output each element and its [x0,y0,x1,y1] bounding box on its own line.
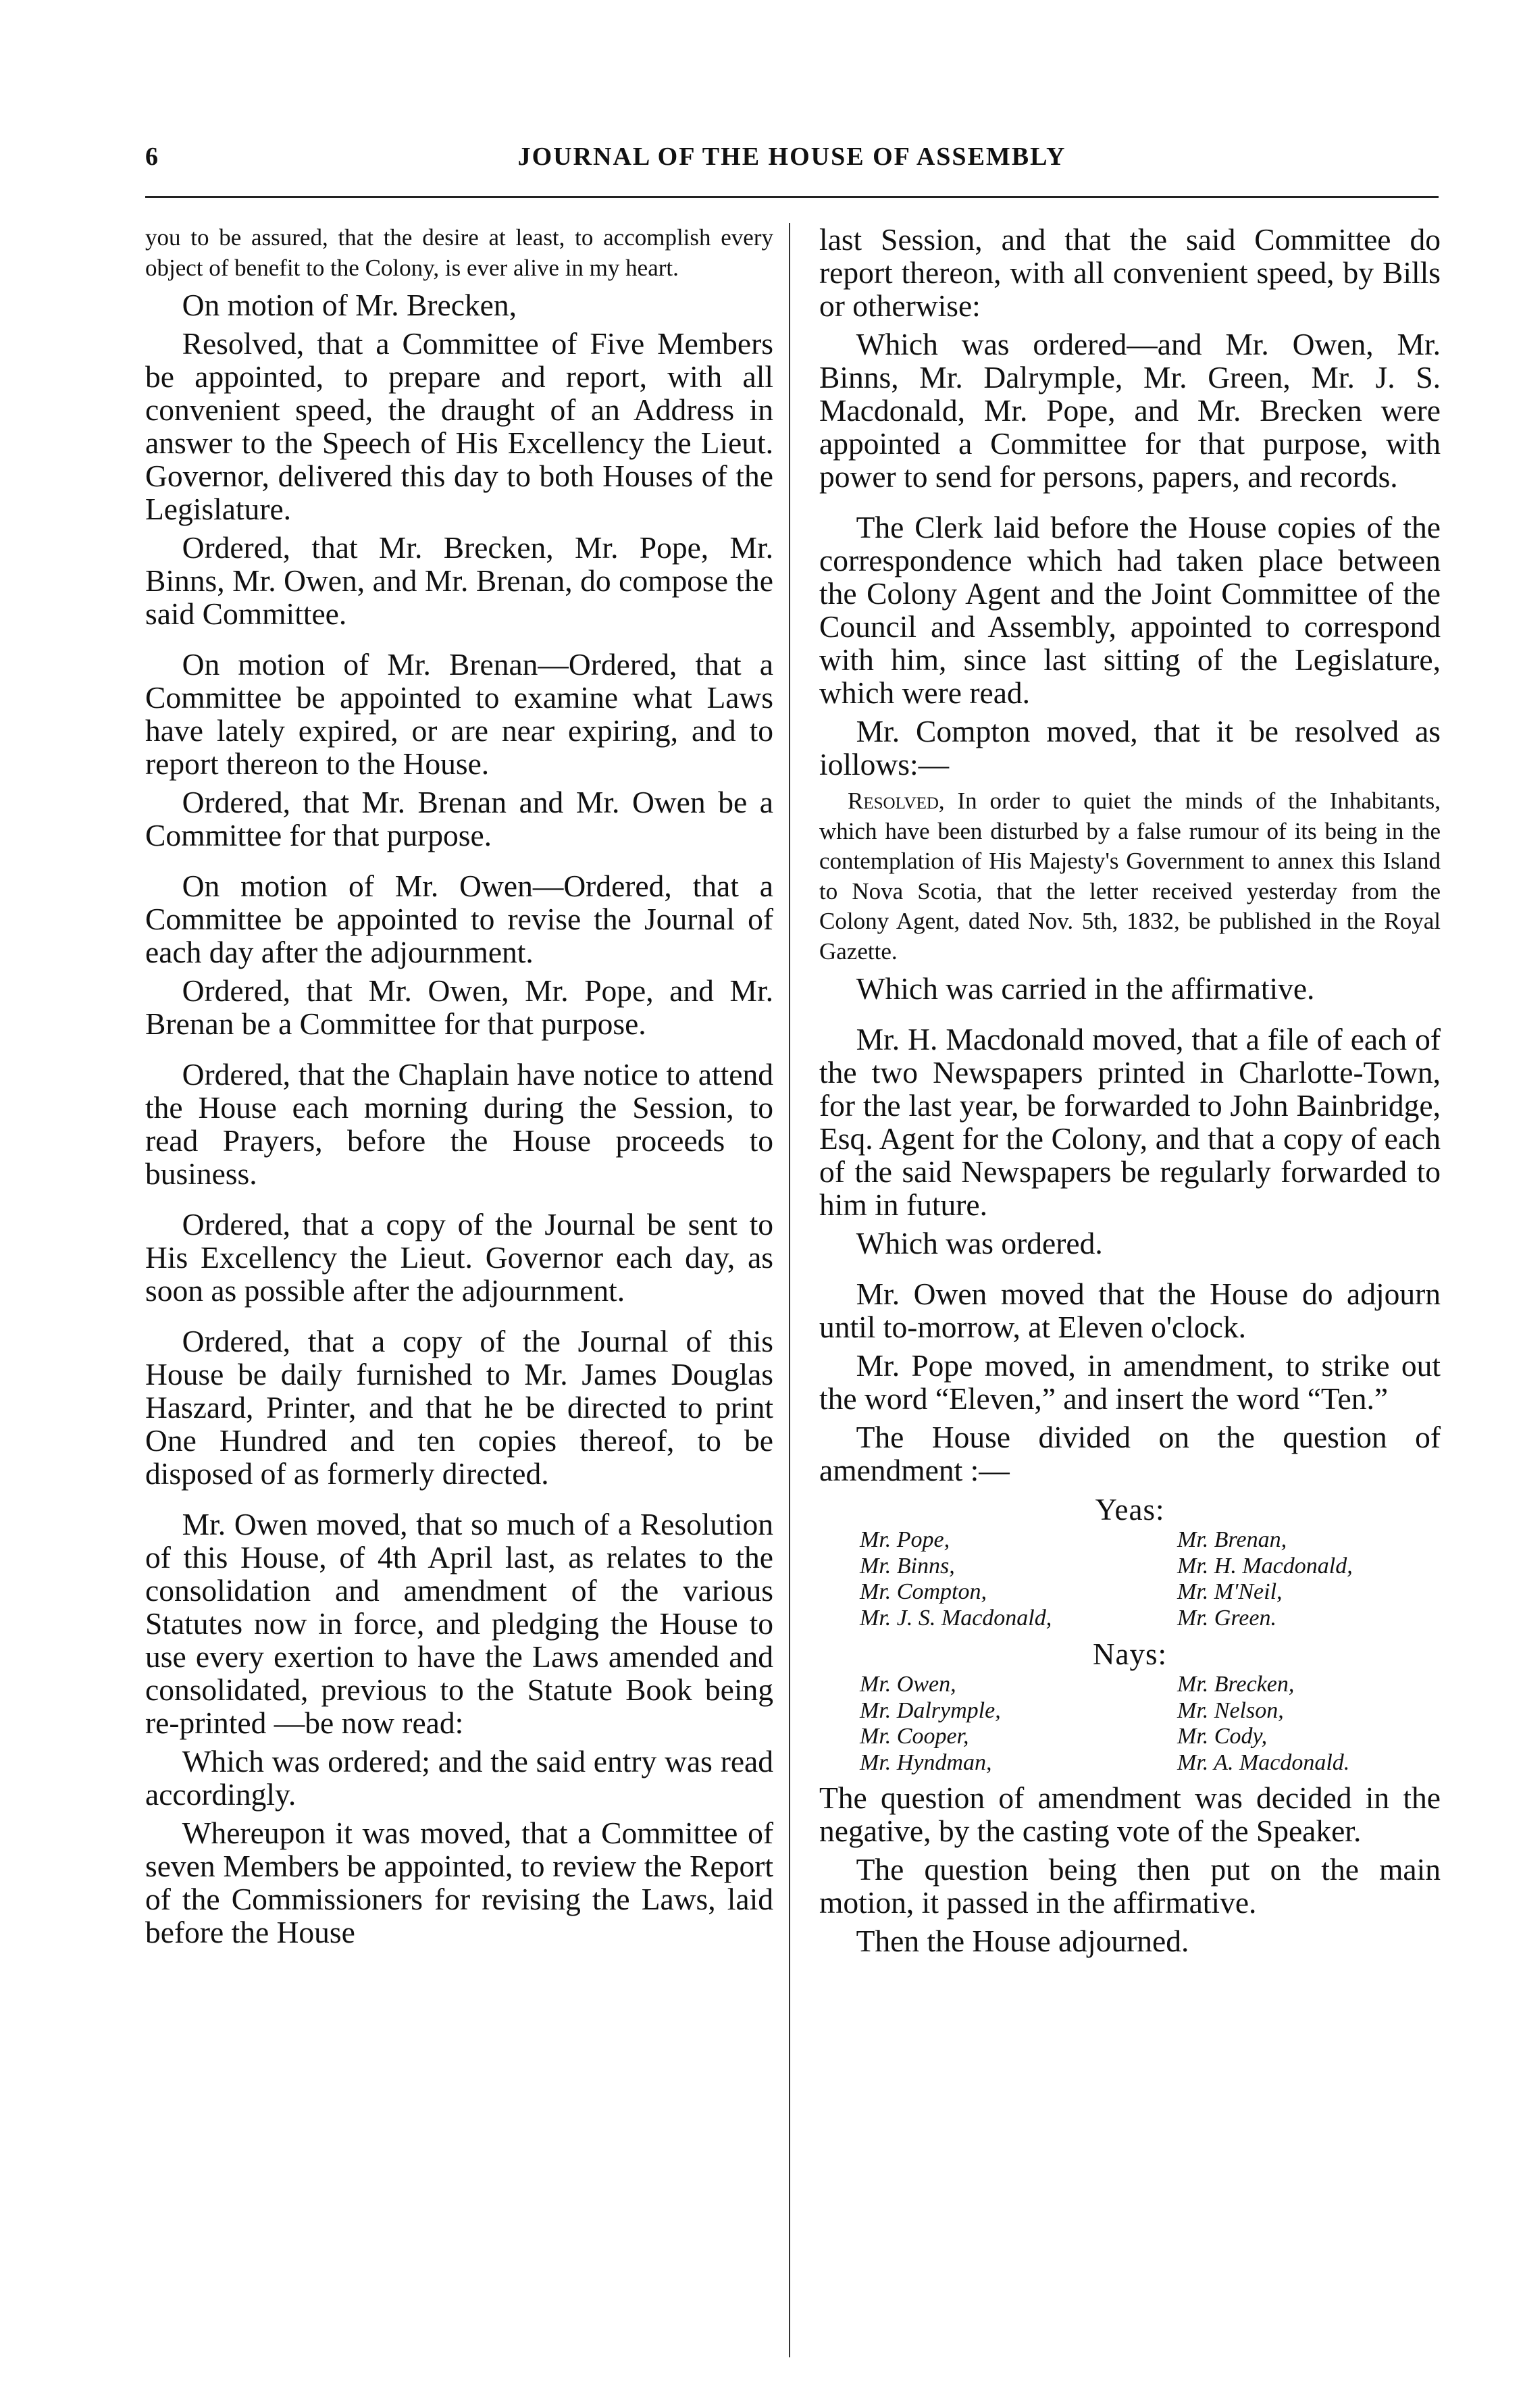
paragraph: last Session, and that the said Committee do report thereon, with all convenient speed, by Bills or otherwise: [819,222,1441,323]
paragraph: The House divided on the question of amendment :— [819,1420,1441,1487]
nays-list [819,1672,1441,1776]
right-column [819,223,1441,1963]
yea-member: Mr. Brenan, [1177,1527,1287,1552]
yea-member: Mr. Compton, [860,1579,987,1604]
paragraph: Which was carried in the affirmative. [856,971,1315,1006]
paragraph: Whereupon it was moved, that a Committee of seven Members be appointed, to review the Report of the Commissioners for revising the Laws, laid before the House [145,1816,773,1949]
paragraph: Resolved, that a Committee of Five Members be appointed, to prepare and report, with all convenient speed, the draught of an Address in answer to the Speech of His Excellency the Lieut. Governor, delivered this day to both Houses of the Legislature. [145,326,773,526]
nay-member: Mr. Hyndman, [860,1749,992,1775]
speech-closing: you to be assured, that the desire at least, to accomplish every object of benefit to the Colony, is ever alive in my heart. [145,224,773,281]
yea-member: Mr. Pope, [860,1527,950,1552]
paragraph: Ordered, that a copy of the Journal of this House be daily furnished to Mr. James Douglas Haszard, Printer, and that he be directed to print One Hundred and ten copies thereof, to be disposed of as formerly directed. [145,1324,773,1491]
resolution-text: In order to quiet the minds of the Inhabitants, which have been disturbed by a false rumour of its being in the contemplation of His Majesty's Government to annex this Island to Nova Scotia, that the letter received yesterday from the Colony Agent, dated Nov. 5th, 1832, be published in the Royal Gazette. [819,788,1441,965]
paragraph: Mr. Owen moved that the House do adjourn until to-morrow, at Eleven o'clock. [819,1277,1441,1344]
column-divider [789,223,790,2357]
paragraph: Which was ordered. [856,1226,1103,1260]
nay-member: Mr. Nelson, [1177,1697,1284,1723]
page-number: 6 [145,143,158,171]
paragraph: Ordered, that a copy of the Journal be sent to His Excellency the Lieut. Governor each day, as soon as possible after the adjournment. [145,1207,773,1308]
paragraph: Which was ordered; and the said entry was read accordingly. [145,1744,773,1812]
yea-member: Mr. Green. [1177,1605,1276,1631]
paragraph: Ordered, that Mr. Brecken, Mr. Pope, Mr. Binns, Mr. Owen, and Mr. Brenan, do compose the said Committee. [145,530,773,631]
yea-member: Mr. J. S. Macdonald, [860,1605,1052,1631]
paragraph: Mr. Pope moved, in amendment, to strike out the word “Eleven,” and insert the word “Ten.” [819,1348,1441,1416]
paragraph: Which was ordered—and Mr. Owen, Mr. Binns, Mr. Dalrymple, Mr. Green, Mr. J. S. Macdonald, Mr. Pope, and Mr. Brecken were appointed a Committee for that purpose, with power to send for persons, papers, and records. [819,327,1441,494]
yeas-heading: Yeas: [1095,1493,1165,1527]
page-header [145,142,1439,182]
paragraph: Ordered, that Mr. Owen, Mr. Pope, and Mr. Brenan be a Committee for that purpose. [145,973,773,1041]
resolution [819,786,1441,967]
paragraph: On motion of Mr. Owen—Ordered, that a Committee be appointed to revise the Journal of each day after the adjournment. [145,869,773,969]
paragraph: Mr. Compton moved, that it be resolved as iollows:— [819,714,1441,782]
paragraph: On motion of Mr. Brecken, [182,288,517,322]
header-rule [145,196,1439,198]
paragraph: The Clerk laid before the House copies of the correspondence which had taken place between the Colony Agent and the Joint Committee of the Council and Assembly, appointed to correspond with him, since last sitting of the Legislature, which were read. [819,510,1441,710]
running-title: JOURNAL OF THE HOUSE OF ASSEMBLY [517,143,1066,171]
paragraph: Mr. Owen moved, that so much of a Resolution of this House, of 4th April last, as relates to the consolidation and amendment of the various Statutes now in force, and pledging the House to use every exertion to have the Laws amended and consolidated, previous to the Statute Book being re-printed —be now read: [145,1507,773,1740]
paragraph: Ordered, that Mr. Brenan and Mr. Owen be a Committee for that purpose. [145,785,773,852]
yea-member: Mr. Binns, [860,1553,955,1579]
paragraph: The question of amendment was decided in the negative, by the casting vote of the Speaker. [819,1781,1441,1848]
left-column [145,223,773,1954]
nay-member: Mr. A. Macdonald. [1177,1749,1350,1775]
paragraph: Then the House adjourned. [856,1924,1189,1958]
nay-member: Mr. Cody, [1177,1724,1268,1749]
yeas-list [819,1527,1441,1631]
yea-member: Mr. H. Macdonald, [1177,1553,1353,1579]
nays-heading: Nays: [1093,1637,1167,1671]
paragraph: Ordered, that the Chaplain have notice to attend the House each morning during the Session, to read Prayers, before the House proceeds to business. [145,1057,773,1191]
paragraph: Mr. H. Macdonald moved, that a file of each of the two Newspapers printed in Charlotte-Town, for the last year, be forwarded to John Bainbridge, Esq. Agent for the Colony, and that a copy of each of the said Newspapers be regularly forwarded to him in future. [819,1022,1441,1222]
paragraph: On motion of Mr. Brenan—Ordered, that a Committee be appointed to examine what Laws have lately expired, or are near expiring, and to report thereon to the House. [145,647,773,781]
nay-member: Mr. Brecken, [1177,1672,1295,1697]
paragraph: The question being then put on the main motion, it passed in the affirmative. [819,1852,1441,1920]
yea-member: Mr. M'Neil, [1177,1579,1283,1604]
nay-member: Mr. Owen, [860,1672,956,1697]
nay-member: Mr. Cooper, [860,1724,969,1749]
resolution-head: Resolved, [848,788,945,814]
nay-member: Mr. Dalrymple, [860,1697,1001,1723]
